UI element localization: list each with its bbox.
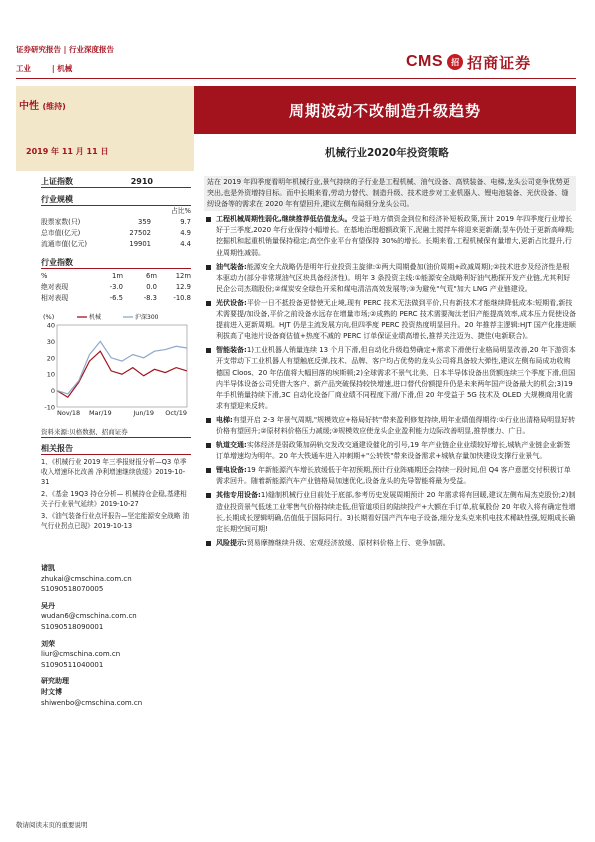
industry-tag [16, 63, 72, 74]
analyst-email: zhukai@cmschina.com.cn [41, 574, 132, 583]
bullet-item [204, 262, 576, 295]
date-block [16, 134, 194, 171]
bullet-item [204, 490, 576, 534]
analyst-name: 吴丹 [41, 601, 55, 610]
scale-v1: 359 [138, 218, 151, 226]
perf-row [41, 293, 191, 304]
analyst-card [41, 676, 191, 708]
scale-v1: 19901 [129, 240, 151, 248]
bullet-item [204, 345, 576, 412]
industry: 工业 [16, 64, 31, 73]
scale-v1: 27502 [129, 229, 151, 237]
bullet-body: 1)缝制机械行业目前处于底部,参考历史发展周期预计 20 年需求将有回暖,建议左侧布局杰克股份;2)制造业投资景气低迷工业零售气价格持续走低,但管道项目的陆续投产+大额在手订单,杭氧股份 20 年收入将有确定性增长,长期成长逻辑明确,估值低于国际同行。3)长期看好国产汽车电子设备,细分龙头克来机电技术稀缺性强,短期成长确定长期空间可期! [216, 491, 576, 533]
legend-label: 机械 [89, 314, 102, 321]
x-tick-label: Mar/19 [88, 409, 112, 417]
perf-value: -3.0 [109, 283, 123, 291]
bullet-item [204, 538, 576, 549]
sub-industry: | 机械 [51, 64, 73, 73]
perf-key: 绝对表现 [41, 283, 69, 291]
scale-table [41, 217, 191, 250]
series-line-machinery [57, 351, 187, 397]
scale-key: 总市值(亿元) [41, 229, 81, 237]
related-item: 3、《油气装备行业点评报告—坚定能源安全战略 油气行业拐点已现》2019-10-13 [41, 512, 190, 530]
rating-note: (维持) [42, 102, 66, 111]
bullet-item [204, 214, 576, 258]
bullet-head: 轨道交通: [216, 441, 247, 450]
bullet-head: 工程机械周期性弱化,继续推荐低估值龙头。 [216, 215, 352, 224]
perf-head-cell: 12m [175, 272, 191, 280]
analyst-id: S1090518070005 [41, 585, 104, 594]
page-title: 周期波动不改制造升级趋势 [288, 101, 481, 120]
perf-value: -6.5 [109, 294, 123, 302]
analyst-email: liur@cmschina.com.cn [41, 650, 121, 659]
x-tick-label: Nov/18 [57, 409, 81, 417]
bullet-list [204, 214, 576, 549]
analyst-list [41, 563, 191, 708]
analyst-name: 刘荣 [41, 639, 55, 648]
bullet-head: 光伏设备: [216, 298, 247, 307]
scale-title: 行业规模 [41, 194, 191, 206]
index-chart [41, 307, 191, 425]
related-item: 1、《机械行业 2019 年三季报财报分析—Q3 单季收入增速环比改善 净利增速继续放缓》2019-10-31 [41, 458, 187, 486]
analyst-id: S1090511040001 [41, 660, 104, 669]
perf-head [41, 271, 191, 282]
perf-row [41, 282, 191, 293]
scale-row [41, 228, 191, 239]
bullet-head: 电梯: [216, 415, 233, 424]
logo-cn: 招商证券 [467, 53, 532, 72]
analyst-name: 时文博 [41, 687, 62, 696]
analyst-email: shiwenbo@cmschina.com.cn [41, 698, 143, 707]
bullet-head: 风险提示: [216, 538, 247, 547]
bullet-body: 19 年新能源汽车增长放缓低于年初预期,预计行业阵痛期还会持续一段时间,但 Q4 客户意愿交付积极订单需求回升。随着新能源汽车产业链格局加速优化,设备龙头的先导智能将最为受益。 [216, 466, 571, 486]
scale-key: 股票家数(只) [41, 218, 81, 226]
perf-value: -8.3 [143, 294, 157, 302]
perf-value: -10.8 [173, 294, 191, 302]
title-banner [16, 86, 576, 134]
perf-head-cell: % [41, 272, 48, 280]
scale-v2: 9.7 [180, 218, 191, 226]
analyst-card [41, 639, 191, 671]
related-title: 相关报告 [41, 443, 191, 455]
header-divider [16, 78, 576, 79]
perf-table [41, 271, 191, 304]
scale-row [41, 217, 191, 228]
bullet-body: 贸易摩擦继续升级、宏观经济放缓、原材料价格上行、竞争加剧。 [246, 538, 450, 547]
logo-en: CMS [406, 53, 444, 70]
analyst-name: 研究助理 [41, 677, 69, 686]
related-list [41, 457, 191, 531]
main-content [204, 176, 576, 549]
perf-title: 行业指数 [41, 257, 191, 269]
chart-unit: (%) [43, 313, 55, 321]
y-tick-label: 40 [46, 321, 55, 330]
perf-head-cell: 6m [146, 272, 157, 280]
bullet-body: 1)工业机器人销量连续 13 个月下滑,但自动化升级趋势确定+需求下滑使行业格局明显改善,20 年下游资本开支带动下工业机器人有望触底反弹,技术、品牌、客户均占优势的龙头公司将具备较大弹性,建议左侧布局成功收购德国 Cloos、20 年估值将大幅回落的埃斯顿;2)全球需求不景气北美、日本半导体设备出货额连续三个季度下滑,但国内半导体设备公司凭借大客户、新产品突破保持较快增速,进口替代份额提升仍是未来两年国产设备最大的机会;3)19 年手机销量持续下滑,3C 自动化设备厂商业绩不同程度下滑/下滑,但 20 年受益于 5G 技术及 OLED 大规模商用化需求有望迎来反转。 [216, 346, 576, 410]
perf-head-cell: 1m [112, 272, 123, 280]
bullet-item [204, 440, 576, 462]
scale-row [41, 239, 191, 250]
y-tick-label: -10 [44, 403, 55, 412]
scale-col [41, 206, 191, 217]
x-tick-label: Jun/19 [133, 409, 154, 417]
analyst-name: 诸凯 [41, 564, 55, 572]
report-subtitle: 机械行业2020年投资策略 [325, 147, 449, 159]
scale-key: 流通市值(亿元) [41, 240, 88, 248]
plot-frame [57, 325, 187, 407]
analyst-card [41, 563, 191, 595]
analyst-card [41, 601, 191, 633]
bullet-head: 油气装备: [216, 262, 247, 271]
related-item: 2、《基金 19Q3 持仓分析— 机械持仓企稳,基建相关子行业景气延续》2019-10-27 [41, 490, 187, 508]
bullet-head: 锂电设备: [216, 466, 247, 475]
sidebar [41, 176, 191, 714]
scale-v2: 4.9 [180, 229, 191, 237]
bullet-body: 实体经济是弱政策加码轨交发改交通建设催化的引号,19 年产业链企业业绩较好增长,城轨产业链企业新签订单增速均为明年。20 年大铁通车进入冲刺期+"公转铁"带来设备需求+城轨存量加快建设支撑行业景气。 [216, 441, 571, 461]
report-type: 证券研究报告 | 行业深度报告 [16, 45, 114, 54]
logo-seal-icon: 招 [447, 54, 463, 70]
y-tick-label: 20 [46, 354, 55, 363]
bullet-body: 平价一日不抵投备更替使无止境,现有 PERC 技术无法做到平价,只有新技术才能继续降低成本:短期看,新技术需要提/加设备,平价之前设备水远存在增量市场;②成熟的 PERC 技术需要淘汰老旧产能提高效率,成本压力促使设备提前进入更新周期。HJT 仍是主流发展方向,但四季度 PERC 投资热度明显回升。20 年推荐主逻辑:HJT 国产化推进顺利拔高了电池片设备商估值+热度不减的 PERC 订单保证业绩高增长,推荐关注迈为、捷佳(电新联合)。 [216, 298, 576, 341]
scale-v2: 4.4 [180, 240, 191, 248]
rating-value: 中性 [19, 101, 39, 112]
analyst-email: wudan6@cmschina.com.cn [41, 612, 137, 621]
bullet-item [204, 465, 576, 487]
bullet-body: 有望开启 2-3 年景气周期,"规模效应+格局好转"带来盈利修复持续,明年业绩值得期待:①行业出清格局明显好转价格有望回升;②原材料价格压力减缓;③规模效应使龙头企业盈利能力边际改善明显,推荐康力、广日。 [216, 415, 576, 435]
index-value: 2910 [130, 177, 153, 186]
y-tick-label: 30 [46, 337, 55, 346]
analyst-id: S1090518090001 [41, 622, 104, 631]
x-tick-label: Oct/19 [165, 409, 187, 417]
y-tick-label: 10 [46, 370, 55, 379]
perf-value: 0.0 [146, 283, 157, 291]
bullet-head: 智能装备: [216, 346, 247, 355]
legend-label: 沪深300 [135, 314, 159, 321]
intro-paragraph: 站在 2019 年四季度看明年机械行业,景气持续的子行业是工程机械、油气设备、高铁装备、电梯,龙头公司竞争优势更突出,也是外资增持目标。而中长期来看,劳动力替代、制造升级、技术进步对工业机器人、锂电池装备、光伏设备、缝纫设备等的需求在 2020 年有望回升,建议左侧布局细分龙头公司。 [204, 176, 576, 211]
bullet-body: 能源安全大战略仍是明年行业投资主旋律:①两大周期叠加(油价周期+政减周期);②技术进步及经济性是根本驱动力(部分非常规油气区块具备经济性)。明年 3 条投资主线:①能源安全战略利好油气勘探开发产业链,尤其利好民企公司杰瑞股份;②煤炭安全绿色开采和煤电清洁高效发展等;③为避免"气荒"加大 LNG 产业链建设。 [216, 262, 571, 293]
bullet-body: 受益于地方债资金到位和经济补短板政策,预计 2019 年四季度行业增长好于三季度,2020 年行业保持小幅增长。在基地治理超额政策下,泥融土搅拌车将迎来更新潮;泵车仍处于更新高峰期;挖掘机和起重机销量保持稳定;高空作业平台有望保持 30%的增长。长期来看,工程机械保有量增大,更新占比提升,行业周期性减弱。 [216, 215, 575, 257]
index-label: 上证指数 [41, 177, 73, 186]
footer-note: 敬请阅读末页的重要说明 [16, 821, 88, 829]
bullet-item [204, 298, 576, 342]
cms-logo [406, 49, 576, 75]
report-date: 2019 年 11 月 11 日 [26, 147, 109, 156]
index-row [41, 176, 191, 188]
rating [16, 86, 194, 134]
bullet-item [204, 415, 576, 437]
y-tick-label: 0 [50, 387, 55, 396]
perf-value: 12.9 [175, 283, 191, 291]
bullet-head: 其他专用设备: [216, 491, 261, 500]
perf-key: 相对表现 [41, 294, 69, 302]
scale-col-label: 占比% [170, 207, 191, 215]
chart-source: 资料来源:贝格数据、招商证券 [41, 427, 191, 438]
